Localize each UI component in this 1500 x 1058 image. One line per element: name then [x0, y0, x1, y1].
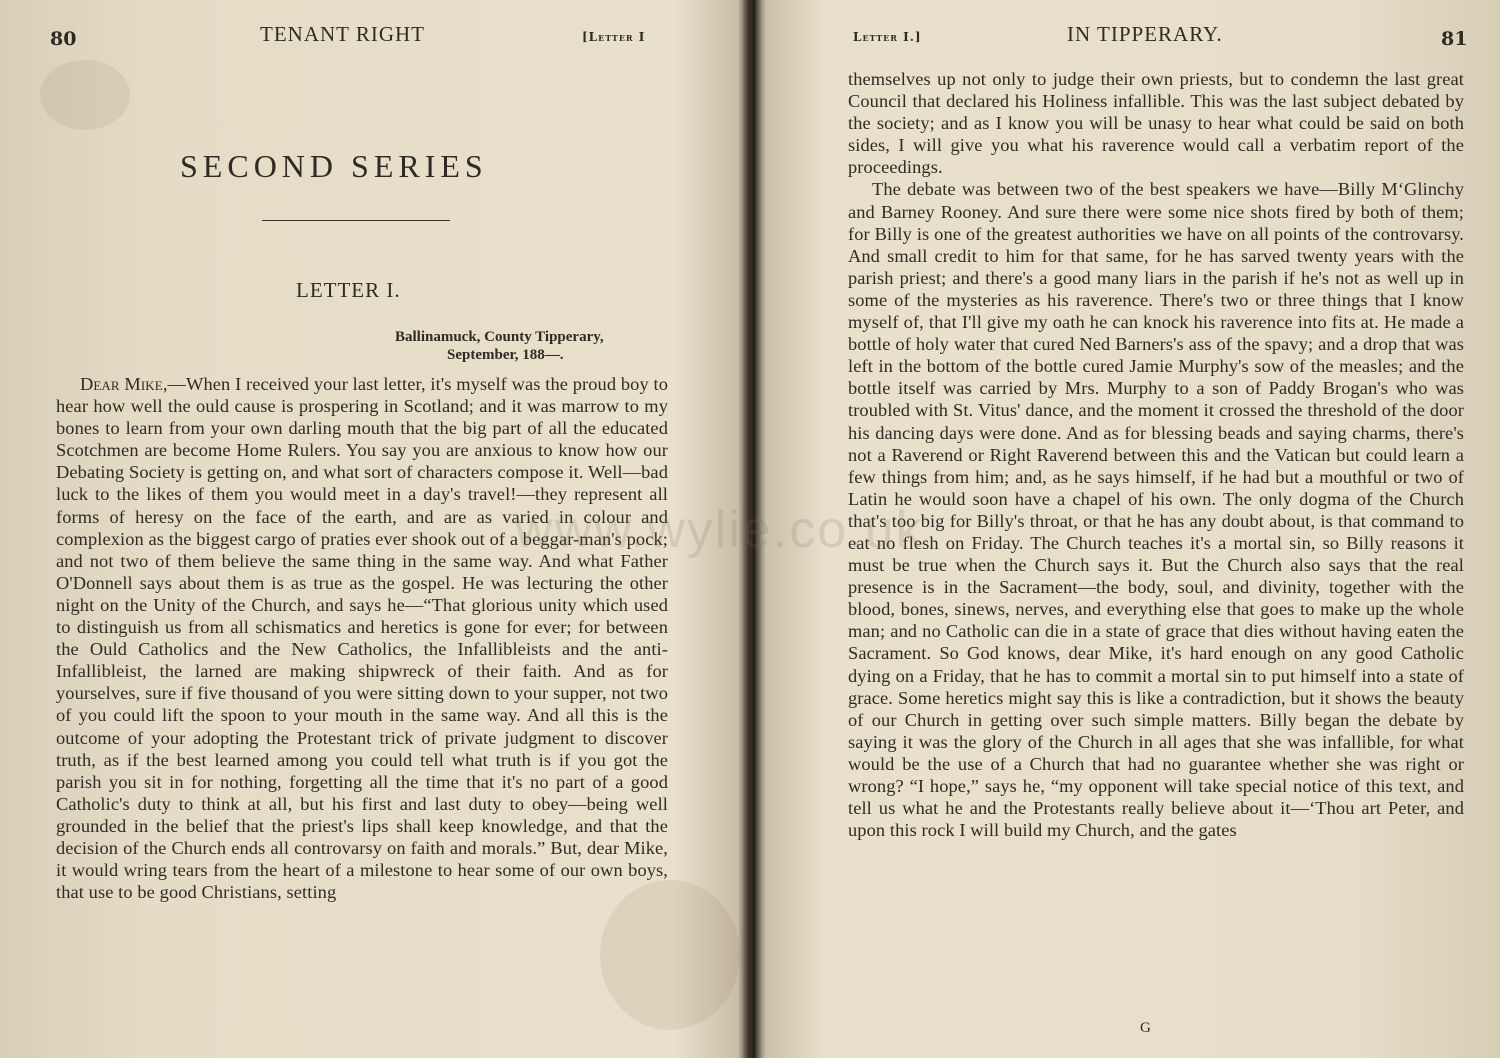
- book-gutter: [742, 0, 766, 1058]
- body-text: [56, 373, 668, 903]
- body-text: [848, 68, 1464, 841]
- address-line: Ballinamuck, County Tipperary,: [395, 329, 604, 345]
- watermark: www.wylie.co.uk: [515, 501, 924, 559]
- divider-rule: [262, 220, 450, 221]
- signature-mark: G: [1140, 1020, 1151, 1036]
- page-number: 80: [50, 28, 77, 50]
- salutation: Dear Mike,: [80, 374, 168, 394]
- letter-reference: Letter I.]: [853, 30, 922, 44]
- letter-heading: LETTER I.: [296, 278, 401, 302]
- date-line: September, 188—.: [447, 347, 564, 363]
- left-page: [0, 0, 745, 1058]
- body-paragraph: The debate was between two of the best speakers we have—Billy M‘Glinchy and Barney Rooney. And sure there were some nice shots fired by both of them; for Billy is one of the greatest authorities we have on all points of the controvarsy. And small credit to him for that same, for he has sarved twenty years with the parish priest; and there's a good many liars in the parish if he's not as well up in some of the mysteries as his raverence. There's two or three things that I know myself of, that I'll give my oath he can knock his raverence into fits at. He made a bottle of holy water that cured Ned Barners's ass of the spavy; and a drop that was left in the bottom of the bottle cured Jamie Murphy's sow of the measles; and the bottle itself was carried by Mrs. Murphy to a son of Paddy Brogan's who was troubled with St. Vitus' dance, and the moment it crossed the threshold of the door his dancing days were done. And as for blessing beads and saying charms, there's not a Raverend or Right Raverend between this and the Vatican but could learn a few things from him; and, as he says himself, if he had but a mouthful or two of Latin he would soon have a chapel of his own. The only dogma of the Church that's too big for Billy's throat, or that he has any doubt about, is that command to eat no flesh on Friday. The Church teaches it's a mortal sin, so Billy reasons it must be true when the Church says it. But the Church also says that the real presence is in the Sacrament—the body, soul, and divinity, together with the blood, bones, sinews, nerves, and everything else that goes to make up the whole man; and no Catholic can die in a state of grace that dies without having eaten the Sacrament. So God knows, dear Mike, it's hard enough on any good Catholic dying on a Friday, that he has to commit a mortal sin to put himself into a state of grace. Some heretics might say this is like a contradiction, but it shows the beauty of our Church in getting over such simple matters. Billy began the debate by saying it was the glory of the Church in all ages that she was infallible, for what would be the use of a Church that had no guarantee whether she was right or wrong? “I hope,” says he, “my opponent will take special notice of this text, and tell us what he and the Protestants really believe about it—‘Thou art Peter, and upon this rock I will build my Church, and the gates: [848, 179, 1464, 841]
- address-block: [395, 328, 604, 364]
- running-head: TENANT RIGHT: [260, 22, 426, 46]
- body-paragraph: themselves up not only to judge their own priests, but to condemn the last great Council that declared his Holiness infallible. This was the last subject debated by the society; and as I know you will be unasy to hear what could be said on both sides, I will give you what his raverence would call a verbatim report of the proceedings.: [848, 69, 1464, 178]
- page-number: 81: [1441, 28, 1468, 50]
- running-head: IN TIPPERARY.: [1067, 22, 1223, 46]
- series-title: SECOND SERIES: [180, 148, 488, 184]
- right-page: [765, 0, 1500, 1058]
- body-paragraph: —When I received your last letter, it's myself was the proud boy to hear how well the ould cause is prospering in Scotland; and it was marrow to my bones to learn from your own darling mouth that the big part of all the educated Scotchmen are become Home Rulers. You say you are anxious to know how our Debating Society is getting on, and what sort of characters compose it. Well—bad luck to the likes of them you would meet in a day's travel!—they represent all forms of heresy on the face of the earth, and are as varied in colour and complexion as the biggest cargo of praties ever shook out of a beggar-man's pock; and not two of them believe the same thing in the same way. And what Father O'Donnell says about them is as true as the gospel. He was lecturing the other night on the Unity of the Church, and says he—“That glorious unity which used to distinguish us from all schismatics and heretics is gone for ever; for between the Ould Catholics and the New Catholics, the Infallibleists and the anti-Infallibleist, the larned are making shipwreck of their faith. And as for yourselves, sure if five thousand of you were sitting down to your supper, not two of you could lift the spoon to your mouth in the same way. And all this is the outcome of your adopting the Protestant trick of private judgment to discover truth, as if the best learned among you could tell what truth is if you got the parish you sit in for nothing, forgetting all the time that it's no part of a good Catholic's duty to think at all, but his first and last duty to obey—being well grounded in the belief that the priest's lips shall keep knowledge, and that the decision of the Church ends all controvarsy on faith and morals.” But, dear Mike, it would wring tears from the heart of a milestone to hear some of our own boys, that use to be good Christians, setting: [56, 374, 668, 903]
- letter-reference: [Letter I: [582, 30, 646, 44]
